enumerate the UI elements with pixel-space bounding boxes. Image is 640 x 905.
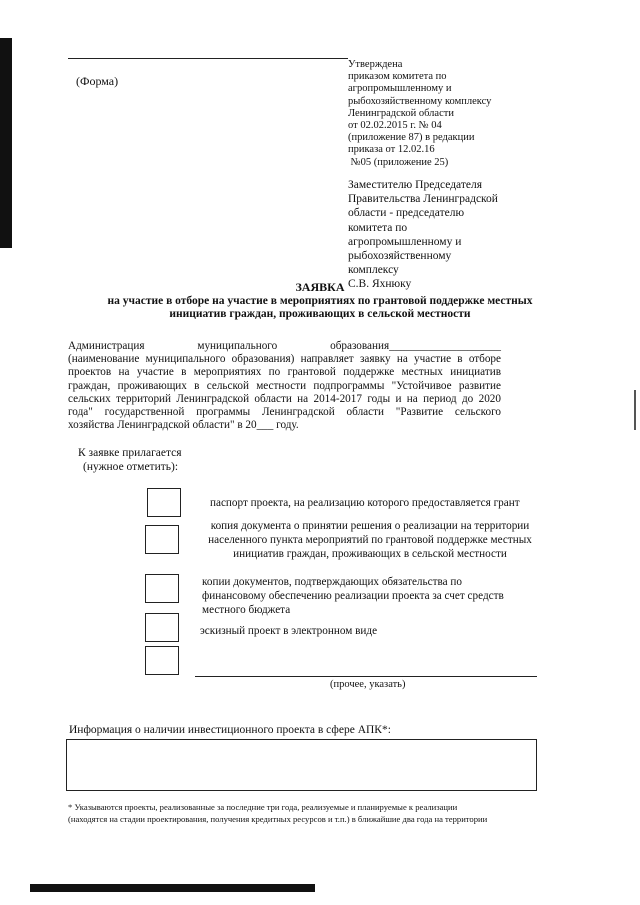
addressee-line: С.В. Яхнюку bbox=[348, 278, 412, 291]
addressee-block bbox=[348, 178, 548, 292]
attachment-item-text: финансовому обеспечению реализации проекта за счет средств bbox=[202, 590, 504, 602]
document-title bbox=[60, 281, 580, 322]
approval-line: №05 (приложение 25) bbox=[348, 156, 449, 168]
attachment-item-text: эскизный проект в электронном виде bbox=[200, 625, 378, 637]
attachment-item-text: инициатив граждан, проживающих в сельской местности bbox=[233, 548, 507, 560]
attachment-checkbox-sketch-project[interactable] bbox=[145, 613, 179, 642]
title-heading: ЗАЯВКА bbox=[295, 280, 345, 294]
body-line: хозяйства Ленинградской области" в 20___ году. bbox=[68, 419, 299, 432]
body-line: Администрация муниципального образования____________________ bbox=[68, 340, 501, 352]
body-line: граждан, проживающих в сельской местности подпрограммы "Устойчивое развитие bbox=[68, 379, 501, 392]
attachment-checkbox-passport[interactable] bbox=[147, 488, 181, 517]
body-line: проектов на участие в мероприятиях по грантовой поддержке местных инициатив bbox=[68, 366, 501, 379]
attachment-item-text: населенного пункта мероприятий по грантовой поддержке местных bbox=[208, 534, 532, 546]
attachment-checkbox-other[interactable] bbox=[145, 646, 179, 675]
scan-edge-mark-right bbox=[634, 390, 636, 430]
approval-line: Утверждена bbox=[348, 59, 403, 70]
addressee-line: агропромышленному и bbox=[348, 235, 462, 248]
footnote-line: * Указываются проекты, реализованные за последние три года, реализуемые и планируемые к реализации bbox=[68, 802, 458, 812]
attachment-item-passport bbox=[210, 496, 520, 510]
scan-edge-mark-bottom bbox=[30, 884, 315, 892]
attachment-item-decision-copy bbox=[205, 519, 535, 561]
attachment-checkbox-financing-docs[interactable] bbox=[145, 574, 179, 603]
addressee-line: Заместителю Председателя bbox=[348, 179, 483, 191]
approval-block bbox=[348, 59, 548, 169]
application-body bbox=[68, 340, 501, 432]
attachment-item-text: паспорт проекта, на реализацию которого предоставляется грант bbox=[210, 497, 520, 509]
attachments-label-line: К заявке прилагается bbox=[78, 447, 182, 459]
attachment-item-text: копии документов, подтверждающих обязательства по bbox=[202, 576, 462, 588]
addressee-line: комитета по bbox=[348, 221, 408, 234]
body-line: сельских территорий Ленинградской области на 2014-2017 годы и на период до 2020 bbox=[68, 392, 501, 405]
footnote-line: (находятся на стадии проектирования, получения кредитных ресурсов и т.п.) в ближайшие два года на территории bbox=[68, 813, 488, 824]
investment-info-label: Информация о наличии инвестиционного проекта в сфере АПК*: bbox=[69, 724, 391, 736]
addressee-line: комплексу bbox=[348, 264, 399, 277]
attachment-item-text: копия документа о принятии решения о реализации на территории bbox=[210, 520, 530, 532]
other-caption: (прочее, указать) bbox=[330, 679, 406, 690]
attachment-checkbox-decision-copy[interactable] bbox=[145, 525, 179, 554]
body-line: (наименование муниципального образования) направляет заявку на участие в отборе bbox=[68, 353, 501, 366]
header-rule bbox=[68, 58, 348, 59]
approval-line: рыбохозяйственному комплексу bbox=[348, 95, 492, 107]
approval-line: от 02.02.2015 г. № 04 bbox=[348, 120, 442, 132]
addressee-line: области - председателю bbox=[348, 207, 465, 220]
approval-line: приказом комитета по bbox=[348, 71, 447, 83]
addressee-line: Правительства Ленинградской bbox=[348, 193, 498, 206]
attachment-item-sketch-project bbox=[200, 624, 377, 638]
approval-line: Ленинградской области bbox=[348, 107, 454, 119]
attachment-item-financing-docs bbox=[202, 575, 504, 617]
title-subheading-line: на участие в отборе на участие в мероприятиях по грантовой поддержке местных bbox=[107, 294, 533, 307]
attachment-item-text: местного бюджета bbox=[202, 604, 291, 616]
addressee-line: рыбохозяйственному bbox=[348, 250, 452, 263]
attachments-label-line: (нужное отметить): bbox=[83, 461, 179, 473]
attachments-label bbox=[78, 446, 182, 474]
other-entry-line[interactable] bbox=[195, 676, 537, 677]
body-line: года" государственной программы Ленинградской области "Развитие сельского bbox=[68, 406, 501, 419]
investment-info-field[interactable] bbox=[66, 739, 537, 791]
footnote bbox=[68, 802, 538, 825]
approval-line: приказа от 12.02.16 bbox=[348, 144, 435, 156]
approval-line: агропромышленному и bbox=[348, 83, 452, 95]
approval-line: (приложение 87) в редакции bbox=[348, 132, 475, 144]
title-subheading-line: инициатив граждан, проживающих в сельской местности bbox=[169, 308, 471, 320]
scan-edge-mark-left bbox=[0, 38, 12, 248]
form-label: (Форма) bbox=[76, 74, 119, 88]
